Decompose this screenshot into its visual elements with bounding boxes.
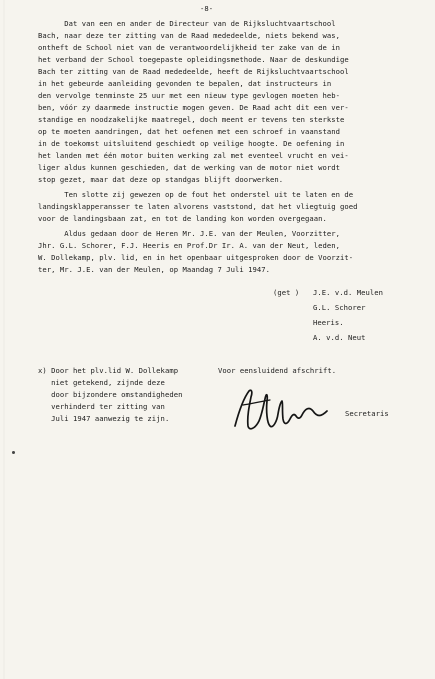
body-line: stop gezet, maar dat deze op standgas blijft doorwerken. (38, 175, 284, 184)
body-line: landingsklapperansser te laten alvorens vaststond, dat het vliegtuig goed (38, 202, 358, 211)
body-line: op te moeten aandringen, dat het oefenen met een schroef in vaanstand (38, 127, 341, 136)
body-line: voor de landingsbaan zat, en tot de landing kon worden overgegaan. (38, 214, 327, 223)
footnote-line: Juli 1947 aanwezig te zijn. (38, 414, 170, 423)
page-number: -8- (200, 4, 214, 13)
body-line: Bach ter zitting van de Raad mededeelde, heeft de Rijksluchtvaartschool (38, 67, 349, 76)
footnote-line: verhinderd ter zitting van (38, 402, 165, 411)
signatory-name: A. v.d. Neut (313, 333, 366, 342)
secretary-signature (225, 381, 335, 441)
body-line: den vervolge tenminste 25 uur met een nieuw type gevlogen moeten heb- (38, 91, 341, 100)
body-line: het verband der School toegepaste opleidingsmethode. Naar de deskundige (38, 55, 349, 64)
certification-text: Voor eensluidend afschrift. (218, 366, 337, 375)
body-line: Jhr. G.L. Schorer, F.J. Heeris en Prof.Dr Ir. A. van der Neut, leden, (38, 241, 341, 250)
signatory-name: Heeris. (313, 318, 344, 327)
body-line: ontheft de School niet van de verantwoordelijkheid ter zake van de in (38, 43, 341, 52)
body-line: ter, Mr. J.E. van der Meulen, op Maandag 7 Juli 1947. (38, 265, 270, 274)
signature-caption: Secretaris (345, 409, 389, 418)
signatory-name: J.E. v.d. Meulen (313, 288, 384, 297)
body-line: in de toekomst uitsluitend geschiedt op veilige hoogte. De oefening in (38, 139, 345, 148)
signatory-name: G.L. Schorer (313, 303, 366, 312)
body-line: ben, vóór zy daarmede instructie mogen geven. De Raad acht dit een ver- (38, 103, 349, 112)
body-line: Bach, naar deze ter zitting van de Raad mededeelde, niets bekend was, (38, 31, 341, 40)
body-line: Dat van een en ander de Directeur van de Rijksluchtvaartschool (38, 19, 336, 28)
binding-shadow (3, 0, 5, 679)
body-line: standige en noodzakelijke maatregel, doch meent er tevens ten sterkste (38, 115, 345, 124)
footnote-line: door bijzondere omstandigheden (38, 390, 183, 399)
body-line: liger aldus kunnen geschieden, dat de werking van de motor niet wordt (38, 163, 341, 172)
footnote-line: niet getekend, zijnde deze (38, 378, 165, 387)
body-line: het landen met één motor buiten werking zal met eventeel vrucht en vei- (38, 151, 349, 160)
body-line: in het gebeurde aanleiding gevonden te bepalen, dat instructeurs in (38, 79, 332, 88)
body-line: Ten slotte zij gewezen op de fout het onderstel uit te laten en de (38, 190, 354, 199)
body-line: W. Dollekamp, plv. lid, en in het openbaar uitgesproken door de Voorzit- (38, 253, 354, 262)
get-label: (get ) (273, 288, 300, 297)
footnote-marker-dot (12, 451, 15, 454)
footnote-line: x) Door het plv.lid W. Dollekamp (38, 366, 179, 375)
body-line: Aldus gedaan door de Heren Mr. J.E. van der Meulen, Voorzitter, (38, 229, 341, 238)
